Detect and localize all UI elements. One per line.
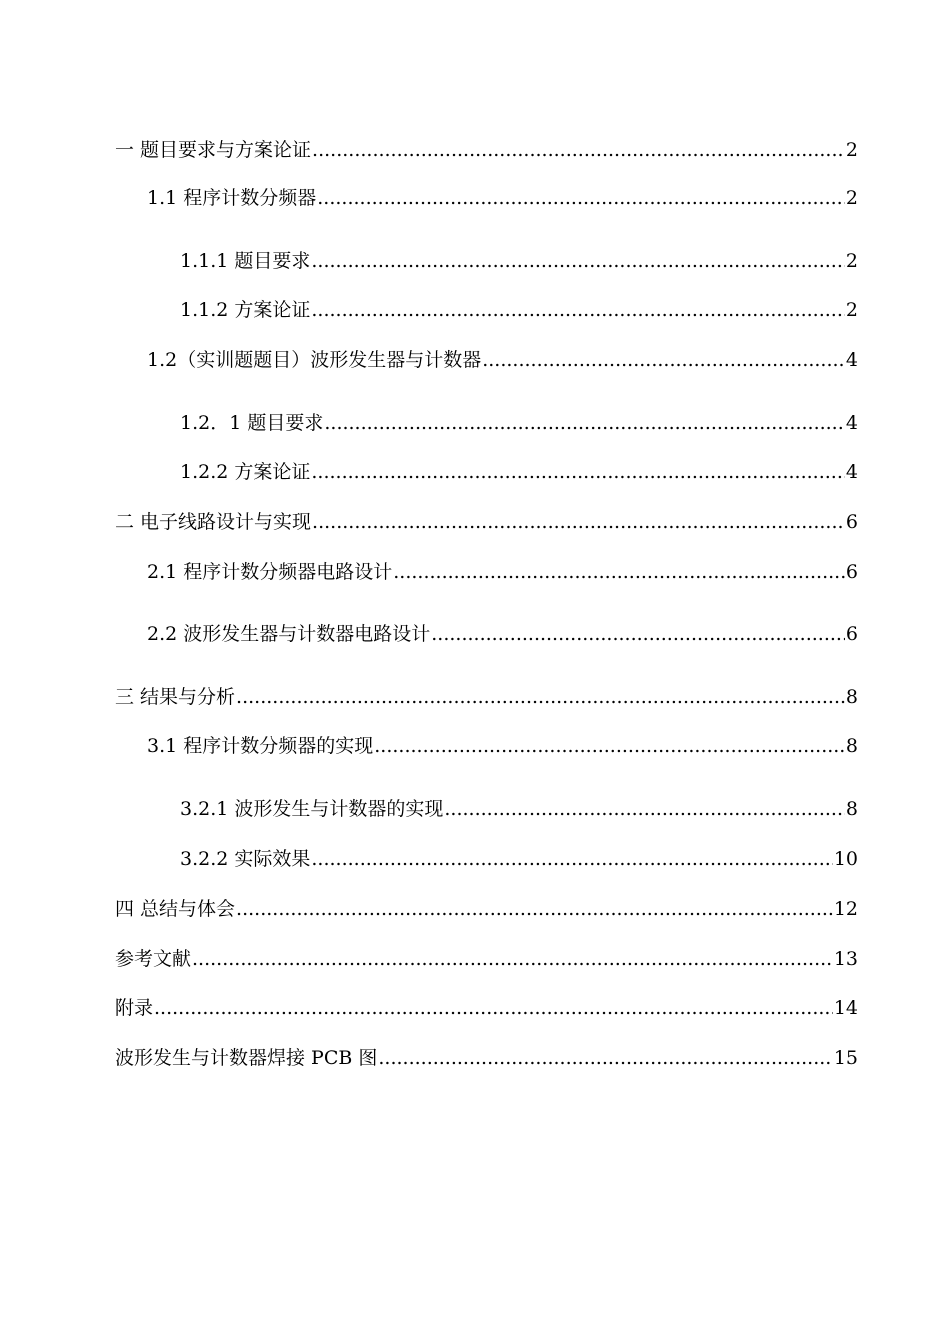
- toc-entry-title: 1.1 程序计数分频器: [147, 187, 317, 209]
- toc-dot-leader: [192, 947, 833, 971]
- toc-entry[interactable]: [115, 138, 858, 162]
- toc-entry-title: 四 总结与体会: [115, 898, 236, 920]
- toc-entry-page: 6: [845, 561, 858, 583]
- toc-entry-title: 参考文献: [115, 948, 192, 970]
- toc-entry-page: 12: [833, 898, 858, 920]
- toc-entry-page: 4: [845, 461, 858, 483]
- toc-entry-title: 1.2.2 方案论证: [180, 461, 311, 483]
- toc-entry[interactable]: [115, 510, 858, 534]
- toc-entry-title: 一 题目要求与方案论证: [115, 139, 312, 161]
- toc-entry-page: 8: [845, 735, 858, 757]
- toc-entry-page: 4: [845, 412, 858, 434]
- toc-dot-leader: [482, 348, 845, 372]
- toc-entry-title: 附录: [115, 997, 154, 1019]
- toc-entry-title: 1.2．1 题目要求: [180, 412, 324, 434]
- toc-entry[interactable]: [147, 560, 858, 584]
- toc-entry-title: 3.2.2 实际效果: [180, 848, 311, 870]
- toc-entry-title: 3.1 程序计数分频器的实现: [147, 735, 374, 757]
- toc-dot-leader: [431, 622, 845, 646]
- toc-entry[interactable]: [180, 249, 858, 273]
- toc-entry-title: 1.2（实训题题目）波形发生器与计数器: [147, 349, 482, 371]
- toc-entry-title: 波形发生与计数器焊接 PCB 图: [115, 1047, 378, 1069]
- toc-dot-leader: [311, 460, 845, 484]
- toc-dot-leader: [312, 138, 845, 162]
- toc-dot-leader: [317, 186, 845, 210]
- toc-dot-leader: [154, 996, 833, 1020]
- toc-dot-leader: [374, 734, 845, 758]
- toc-entry-title: 1.1.1 题目要求: [180, 250, 311, 272]
- toc-entry-title: 3.2.1 波形发生与计数器的实现: [180, 798, 444, 820]
- toc-entry[interactable]: [147, 348, 858, 372]
- toc-dot-leader: [312, 510, 845, 534]
- toc-entry-page: 8: [845, 686, 858, 708]
- toc-entry[interactable]: [147, 734, 858, 758]
- toc-entry-title: 三 结果与分析: [115, 686, 236, 708]
- toc-entry-page: 15: [833, 1047, 858, 1069]
- toc-entry-title: 二 电子线路设计与实现: [115, 511, 312, 533]
- toc-entry[interactable]: [115, 1046, 858, 1070]
- toc-entry[interactable]: [147, 186, 858, 210]
- toc-dot-leader: [236, 685, 845, 709]
- toc-dot-leader: [393, 560, 845, 584]
- toc-entry[interactable]: [115, 897, 858, 921]
- toc-entry-page: 2: [845, 299, 858, 321]
- toc-entry-page: 2: [845, 250, 858, 272]
- toc-entry[interactable]: [180, 460, 858, 484]
- toc-entry-title: 2.1 程序计数分频器电路设计: [147, 561, 393, 583]
- toc-entry-page: 14: [833, 997, 858, 1019]
- toc-entry[interactable]: [180, 298, 858, 322]
- toc-entry[interactable]: [115, 947, 858, 971]
- toc-dot-leader: [311, 847, 832, 871]
- toc-entry[interactable]: [147, 622, 858, 646]
- toc-dot-leader: [378, 1046, 832, 1070]
- toc-entry[interactable]: [180, 847, 858, 871]
- toc-dot-leader: [236, 897, 833, 921]
- toc-dot-leader: [311, 249, 845, 273]
- toc-entry-page: 8: [845, 798, 858, 820]
- toc-entry-page: 6: [845, 623, 858, 645]
- toc-entry-page: 6: [845, 511, 858, 533]
- toc-entry-page: 13: [833, 948, 858, 970]
- toc-entry[interactable]: [180, 797, 858, 821]
- toc-dot-leader: [311, 298, 845, 322]
- toc-entry[interactable]: [180, 411, 858, 435]
- toc-entry-page: 4: [845, 349, 858, 371]
- toc-dot-leader: [324, 411, 845, 435]
- toc-dot-leader: [444, 797, 845, 821]
- toc-entry-title: 1.1.2 方案论证: [180, 299, 311, 321]
- toc-entry-title: 2.2 波形发生器与计数器电路设计: [147, 623, 431, 645]
- toc-entry-page: 2: [845, 187, 858, 209]
- toc-entry[interactable]: [115, 996, 858, 1020]
- toc-entry-page: 10: [833, 848, 858, 870]
- toc-entry-page: 2: [845, 139, 858, 161]
- toc-entry[interactable]: [115, 685, 858, 709]
